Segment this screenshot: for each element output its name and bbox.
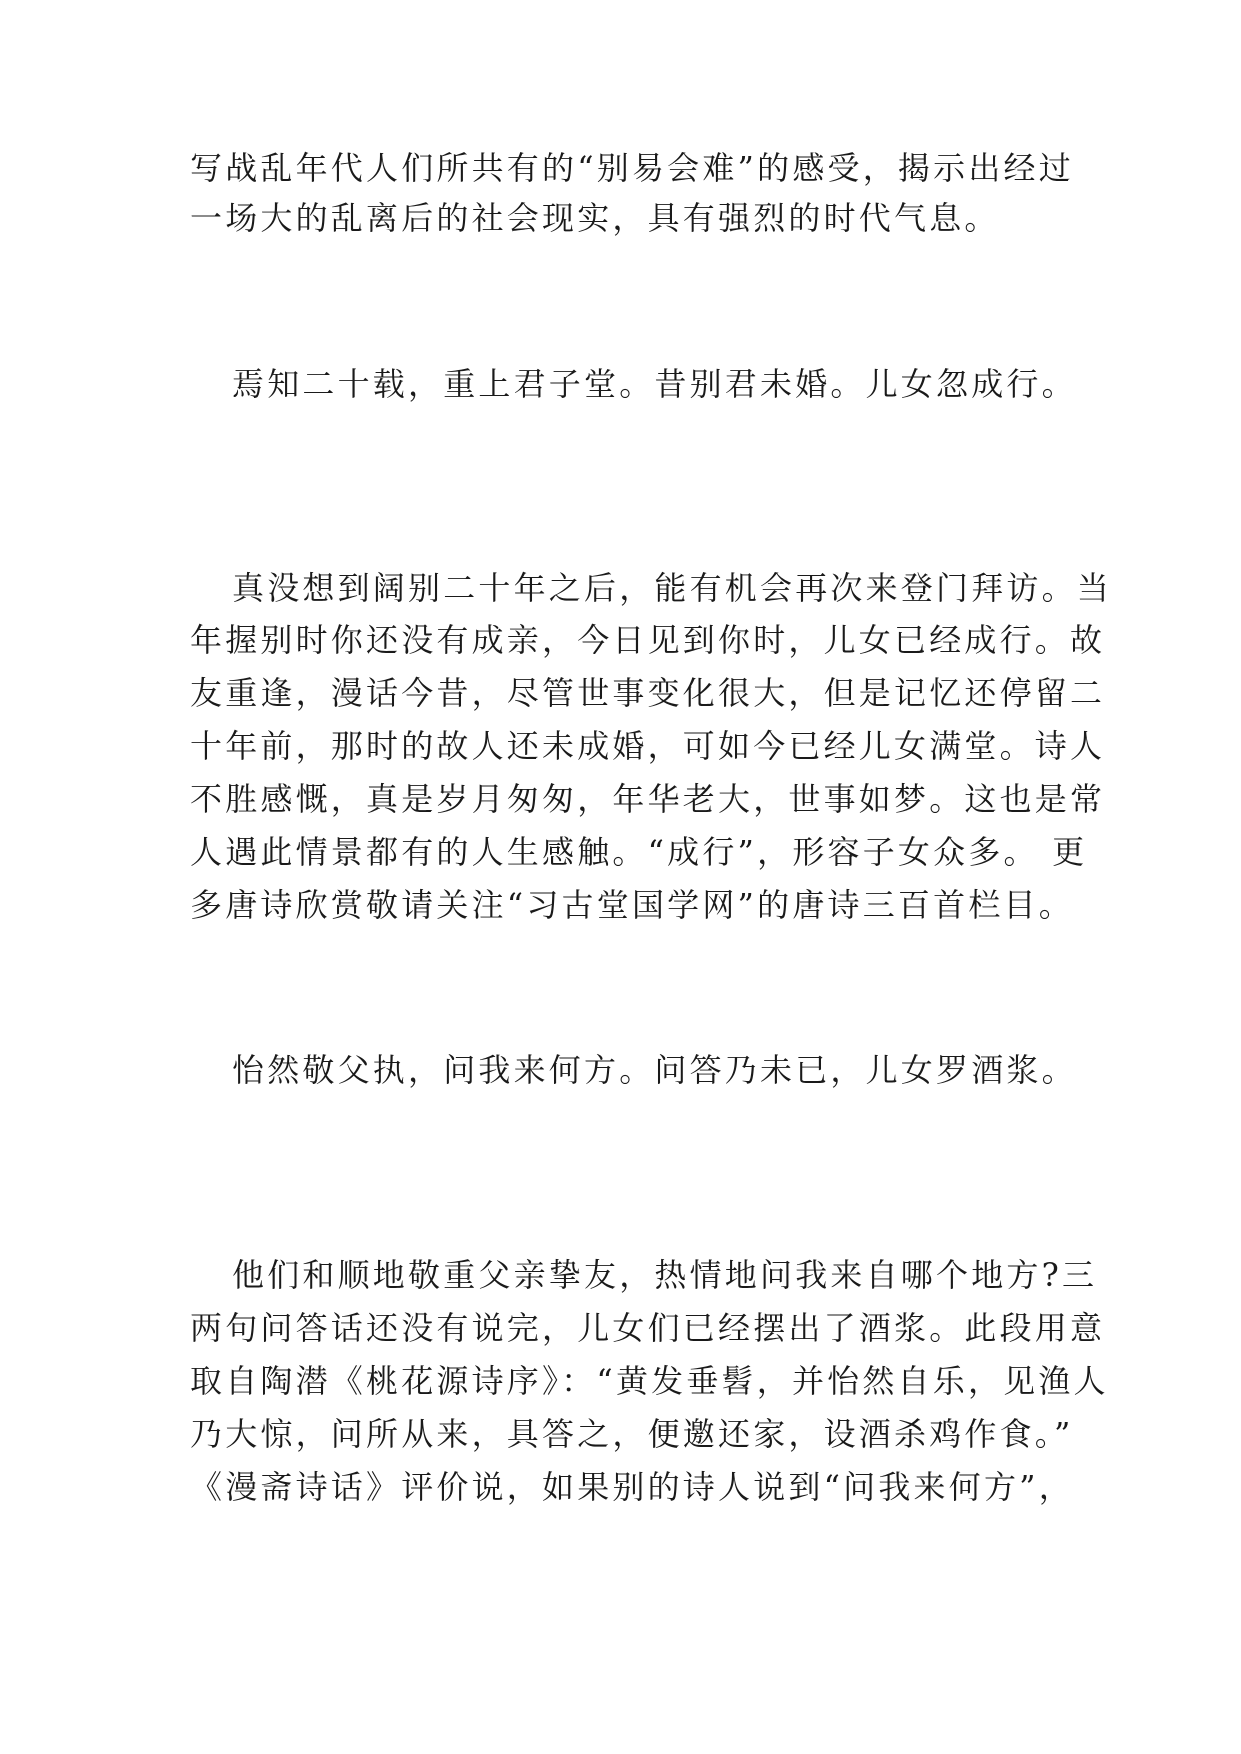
text-line: 真没想到阔别二十年之后，能有机会再次来登门拜访。当	[232, 569, 1113, 607]
text-line: 两句问答话还没有说完，儿女们已经摆出了酒浆。此段用意	[190, 1309, 1106, 1347]
text-line: 写战乱年代人们所共有的“别易会难”的感受，揭示出经过	[190, 149, 1074, 187]
text-line: 《漫斋诗话》评价说，如果别的诗人说到“问我来何方”，	[190, 1468, 1074, 1506]
text-line: 乃大惊，问所从来，具答之，便邀还家，设酒杀鸡作食。”	[190, 1415, 1074, 1453]
text-line: 取自陶潜《桃花源诗序》：“黄发垂髫，并怡然自乐，见渔人	[190, 1362, 1109, 1400]
text-line: 友重逢，漫话今昔，尽管世事变化很大，但是记忆还停留二	[190, 674, 1106, 712]
text-line: 不胜感慨，真是岁月匆匆，年华老大，世事如梦。这也是常	[190, 780, 1106, 818]
poem-line: 怡然敬父执，问我来何方。问答乃未已，儿女罗酒浆。	[232, 1051, 1077, 1089]
text-line: 一场大的乱离后的社会现实，具有强烈的时代气息。	[190, 199, 1000, 237]
text-line: 人遇此情景都有的人生感触。“成行”，形容子女众多。 更	[190, 833, 1088, 871]
text-line: 他们和顺地敬重父亲挚友，热情地问我来自哪个地方?三	[232, 1256, 1098, 1294]
text-line: 年握别时你还没有成亲，今日见到你时，儿女已经成行。故	[190, 621, 1106, 659]
text-line: 十年前，那时的故人还未成婚，可如今已经儿女满堂。诗人	[190, 727, 1106, 765]
poem-line: 焉知二十载，重上君子堂。昔别君未婚。儿女忽成行。	[232, 365, 1077, 403]
text-line: 多唐诗欣赏敬请关注“习古堂国学网”的唐诗三百首栏目。	[190, 886, 1074, 924]
